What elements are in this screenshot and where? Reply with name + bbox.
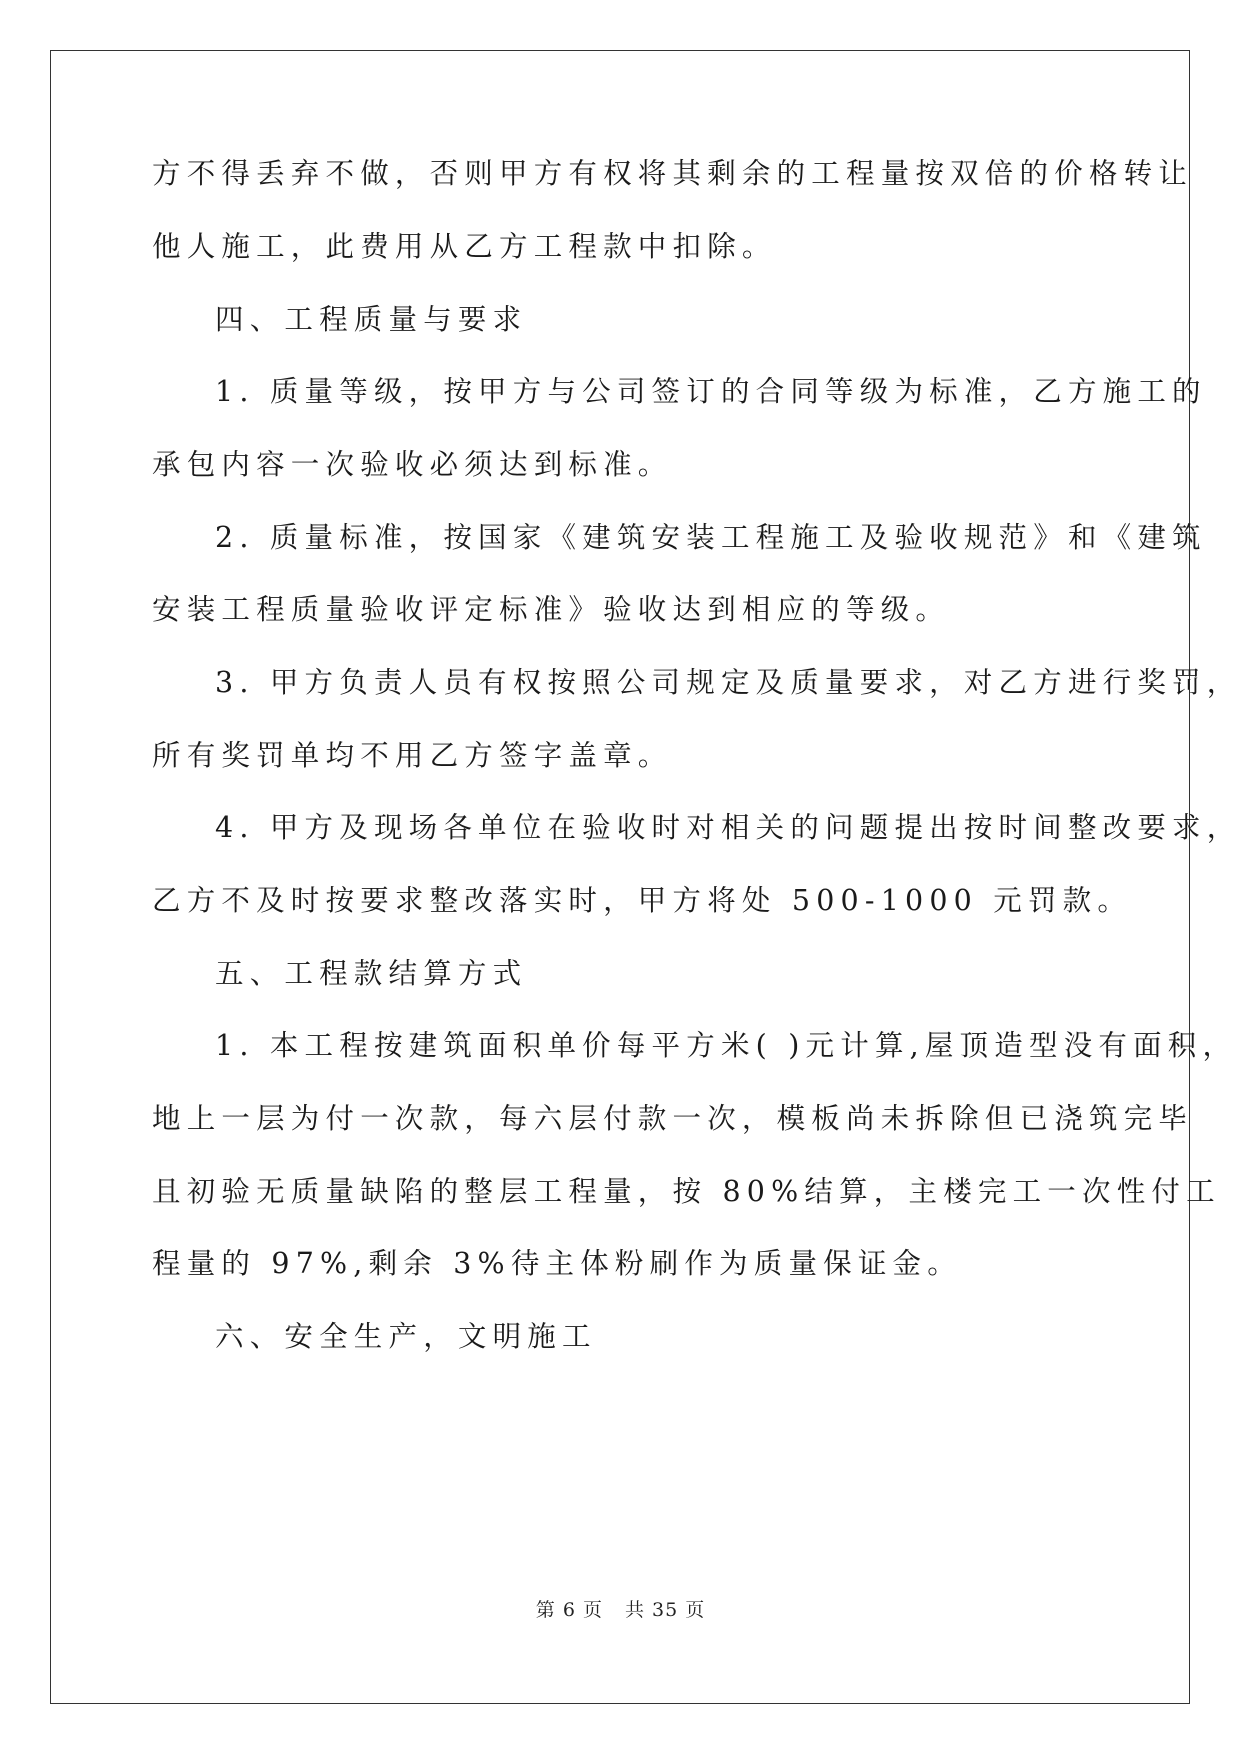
section-heading: 六、安全生产，文明施工 — [215, 1320, 597, 1353]
text-line: 方不得丢弃不做，否则甲方有权将其剩余的工程量按双倍的价格转让 — [152, 157, 1194, 190]
text-line: 乙方不及时按要求整改落实时，甲方将处 500-1000 元罚款。 — [152, 884, 1133, 917]
text-line: 1. 质量等级，按甲方与公司签订的合同等级为标准，乙方施工的 — [215, 375, 1207, 408]
text-line: 他人施工，此费用从乙方工程款中扣除。 — [152, 230, 777, 263]
text-line: 安装工程质量验收评定标准》验收达到相应的等级。 — [152, 593, 951, 626]
text-line: 3. 甲方负责人员有权按照公司规定及质量要求，对乙方进行奖罚， — [215, 666, 1241, 699]
text-line: 1. 本工程按建筑面积单价每平方米( )元计算,屋顶造型没有面积， — [215, 1029, 1238, 1062]
text-line: 程量的 97%,剩余 3%待主体粉刷作为质量保证金。 — [152, 1247, 962, 1280]
page-total: 共 35 页 — [624, 1599, 706, 1621]
text-line: 4. 甲方及现场各单位在验收时对相关的问题提出按时间整改要求， — [215, 811, 1241, 844]
page-footer — [0, 1595, 1241, 1622]
text-line: 地上一层为付一次款，每六层付款一次，模板尚未拆除但已浇筑完毕 — [152, 1102, 1194, 1135]
text-line: 2. 质量标准，按国家《建筑安装工程施工及验收规范》和《建筑 — [215, 521, 1207, 554]
section-heading: 五、工程款结算方式 — [215, 957, 528, 990]
page-number: 第 6 页 — [535, 1599, 603, 1621]
page-frame — [50, 50, 1190, 1704]
text-line: 所有奖罚单均不用乙方签字盖章。 — [152, 739, 673, 772]
text-line: 且初验无质量缺陷的整层工程量，按 80%结算，主楼完工一次性付工 — [152, 1175, 1221, 1208]
section-heading: 四、工程质量与要求 — [215, 303, 528, 336]
text-line: 承包内容一次验收必须达到标准。 — [152, 448, 673, 481]
